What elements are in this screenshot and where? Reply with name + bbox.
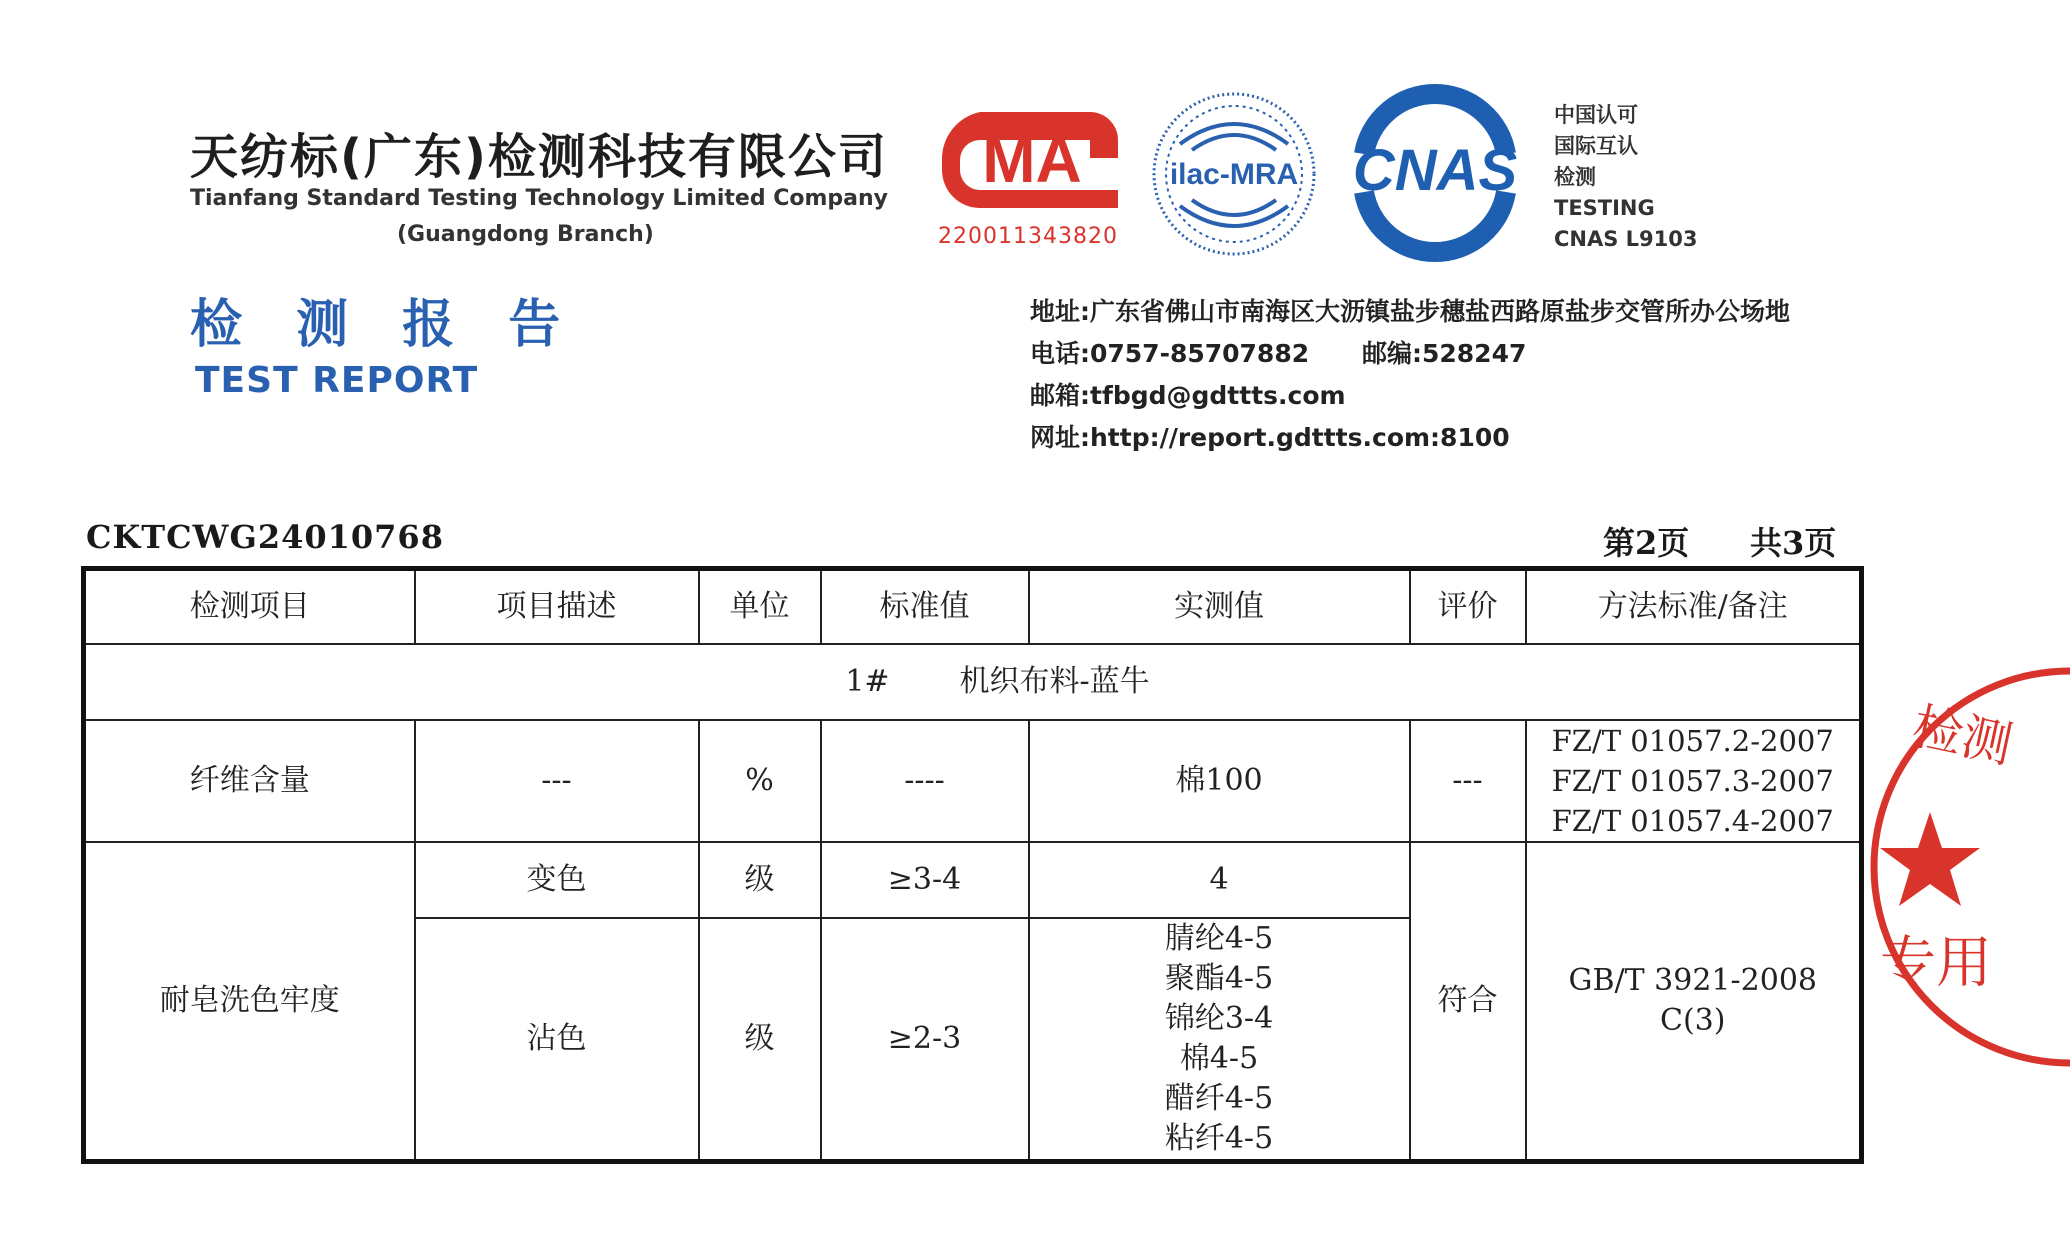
cnas-logo-icon (1344, 94, 1526, 252)
stain-value: 腈纶4-5 (1164, 921, 1274, 956)
test-results-table (81, 566, 1864, 1164)
cnas-info-line: TESTING (1554, 196, 1655, 220)
fiber-standard: ---- (821, 720, 1029, 842)
stain-value: 醋纤4-5 (1164, 1081, 1274, 1116)
fiber-method-line: FZ/T 01057.3-2007 (1551, 764, 1834, 798)
stain-measured (1029, 918, 1410, 1162)
header-evaluation: 评价 (1410, 569, 1526, 645)
cnas-info-line: 检测 (1554, 165, 1596, 189)
contact-phone: 电话:0757-85707882 (1030, 339, 1310, 368)
stain-standard: ≥2-3 (821, 918, 1029, 1162)
header-unit: 单位 (699, 569, 821, 645)
fiber-item: 纤维含量 (84, 720, 415, 842)
cnas-info-line: 国际互认 (1554, 134, 1638, 158)
stain-unit: 级 (699, 918, 821, 1162)
stain-value: 粘纤4-5 (1164, 1121, 1274, 1156)
stain-value: 棉4-5 (1179, 1041, 1259, 1076)
sample-name: 机织布料-蓝牛 (959, 664, 1150, 699)
sample-number: 1# (845, 664, 890, 699)
page-total: 共3页 (1750, 524, 1837, 562)
header-test-item: 检测项目 (84, 569, 415, 645)
stain-desc: 沾色 (415, 918, 699, 1162)
change-desc: 变色 (415, 842, 699, 918)
fiber-eval: --- (1410, 720, 1526, 842)
cnas-accreditation-info (1554, 100, 1698, 255)
stain-value: 锦纶3-4 (1164, 1001, 1274, 1036)
header-measured: 实测值 (1029, 569, 1410, 645)
wash-method-line: GB/T 3921-2008 (1568, 963, 1817, 998)
header-method: 方法标准/备注 (1526, 569, 1862, 645)
cma-code: 220011343820 (938, 224, 1118, 249)
report-title-en: TEST REPORT (195, 360, 479, 401)
header-standard: 标准值 (821, 569, 1029, 645)
stamp-text-top: 检测 (1907, 697, 2018, 775)
ilac-mra-logo-icon (1150, 84, 1318, 264)
table-header-row (84, 569, 1862, 645)
cnas-logo-text: CNAS (1352, 138, 1518, 203)
change-measured: 4 (1029, 842, 1410, 918)
page-current: 第2页 (1603, 524, 1690, 562)
contact-address: 地址:广东省佛山市南海区大沥镇盐步穗盐西路原盐步交管所办公场地 (1030, 297, 1791, 326)
company-name-en: Tianfang Standard Testing Technology Limited Company (190, 186, 889, 211)
fiber-method-line: FZ/T 01057.2-2007 (1551, 724, 1834, 758)
fiber-methods (1526, 720, 1862, 842)
contact-email: 邮箱:tfbgd@gdttts.com (1030, 381, 1346, 410)
ilac-logo-text: ilac-MRA (1169, 158, 1299, 191)
sample-row (84, 644, 1862, 720)
report-number: CKTCWG24010768 (86, 518, 444, 556)
table-row (84, 842, 1862, 918)
fiber-measured: 棉100 (1029, 720, 1410, 842)
seal-stamp-icon (1870, 662, 2070, 1072)
wash-item: 耐皂洗色牢度 (84, 842, 415, 1162)
contact-postcode: 邮编:528247 (1362, 339, 1527, 368)
cnas-info-line: 中国认可 (1554, 103, 1638, 127)
wash-method (1526, 842, 1862, 1162)
company-branch-en: (Guangdong Branch) (397, 222, 654, 247)
sample-cell (84, 644, 1862, 720)
cma-logo-text: MA (982, 124, 1082, 196)
header-description: 项目描述 (415, 569, 699, 645)
fiber-desc: --- (415, 720, 699, 842)
fiber-method-line: FZ/T 01057.4-2007 (1551, 804, 1834, 838)
wash-method-line: C(3) (1660, 1003, 1726, 1038)
stamp-text-bottom: 专用 (1880, 931, 1992, 996)
change-standard: ≥3-4 (821, 842, 1029, 918)
company-name-cn: 天纺标(广东)检测科技有限公司 (190, 129, 888, 185)
table-row (84, 720, 1862, 842)
contact-website: 网址:http://report.gdttts.com:8100 (1030, 423, 1510, 452)
stain-value: 聚酯4-5 (1164, 961, 1274, 996)
change-unit: 级 (699, 842, 821, 918)
wash-eval: 符合 (1410, 842, 1526, 1162)
cnas-info-line: CNAS L9103 (1554, 227, 1698, 251)
fiber-unit: % (699, 720, 821, 842)
report-title-cn: 检 测 报 告 (190, 295, 579, 355)
